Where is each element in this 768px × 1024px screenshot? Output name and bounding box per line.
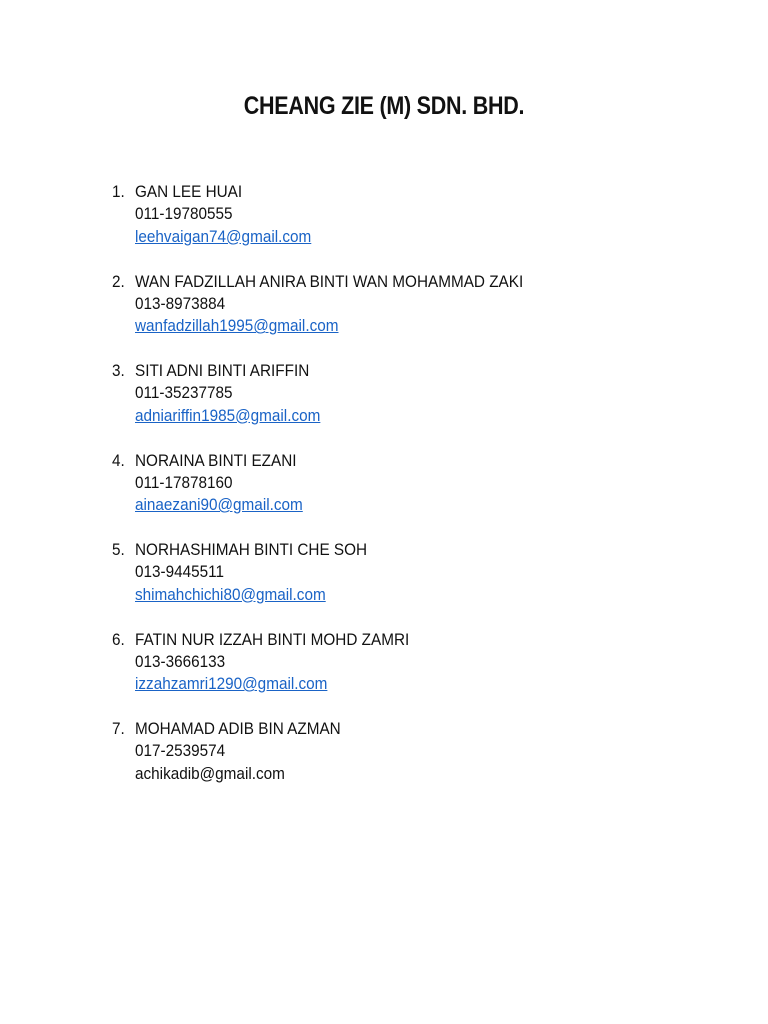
list-number: 2. (112, 271, 125, 291)
contact-email-link[interactable]: izzahzamri1290@gmail.com (135, 674, 328, 694)
contact-name: NORAINA BINTI EZANI (135, 450, 297, 470)
contact-email-link[interactable]: leehvaigan74@gmail.com (135, 226, 312, 246)
list-item (0, 629, 768, 719)
contact-email-text: achikadib@gmail.com (135, 763, 285, 783)
list-item (0, 718, 768, 808)
contact-name: MOHAMAD ADIB BIN AZMAN (135, 719, 341, 738)
list-item (0, 271, 768, 361)
list-number: 5. (112, 540, 125, 559)
contact-email-link[interactable]: wanfadzillah1995@gmail.com (135, 316, 339, 336)
list-number: 7. (112, 719, 125, 738)
contact-phone: 013-3666133 (135, 651, 226, 671)
list-item (0, 360, 768, 450)
contact-name: GAN LEE HUAI (135, 182, 243, 201)
contact-email-link[interactable]: shimahchichi80@gmail.com (135, 584, 326, 604)
contact-list (0, 181, 768, 808)
contact-name: SITI ADNI BINTI ARIFFIN (135, 361, 310, 380)
list-number: 4. (112, 450, 125, 470)
list-number: 1. (112, 182, 125, 201)
contact-name: NORHASHIMAH BINTI CHE SOH (135, 540, 368, 559)
contact-phone: 013-9445511 (135, 562, 225, 582)
list-number: 3. (112, 361, 125, 380)
contact-name: WAN FADZILLAH ANIRA BINTI WAN MOHAMMAD ZAKI (135, 271, 524, 291)
contact-email-link[interactable]: adniariffin1985@gmail.com (135, 405, 321, 425)
list-item (0, 450, 768, 540)
contact-phone: 011-19780555 (135, 204, 233, 224)
list-item (0, 539, 768, 629)
page-title: CHEANG ZIE (M) SDN. BHD. (243, 92, 525, 120)
contact-phone: 011-17878160 (135, 472, 233, 492)
contact-name: FATIN NUR IZZAH BINTI MOHD ZAMRI (135, 629, 410, 649)
list-number: 6. (112, 629, 125, 649)
contact-phone: 013-8973884 (135, 293, 226, 313)
contact-email-link[interactable]: ainaezani90@gmail.com (135, 495, 303, 515)
contact-phone: 011-35237785 (135, 383, 233, 403)
contact-phone: 017-2539574 (135, 741, 226, 761)
list-item (0, 181, 768, 271)
